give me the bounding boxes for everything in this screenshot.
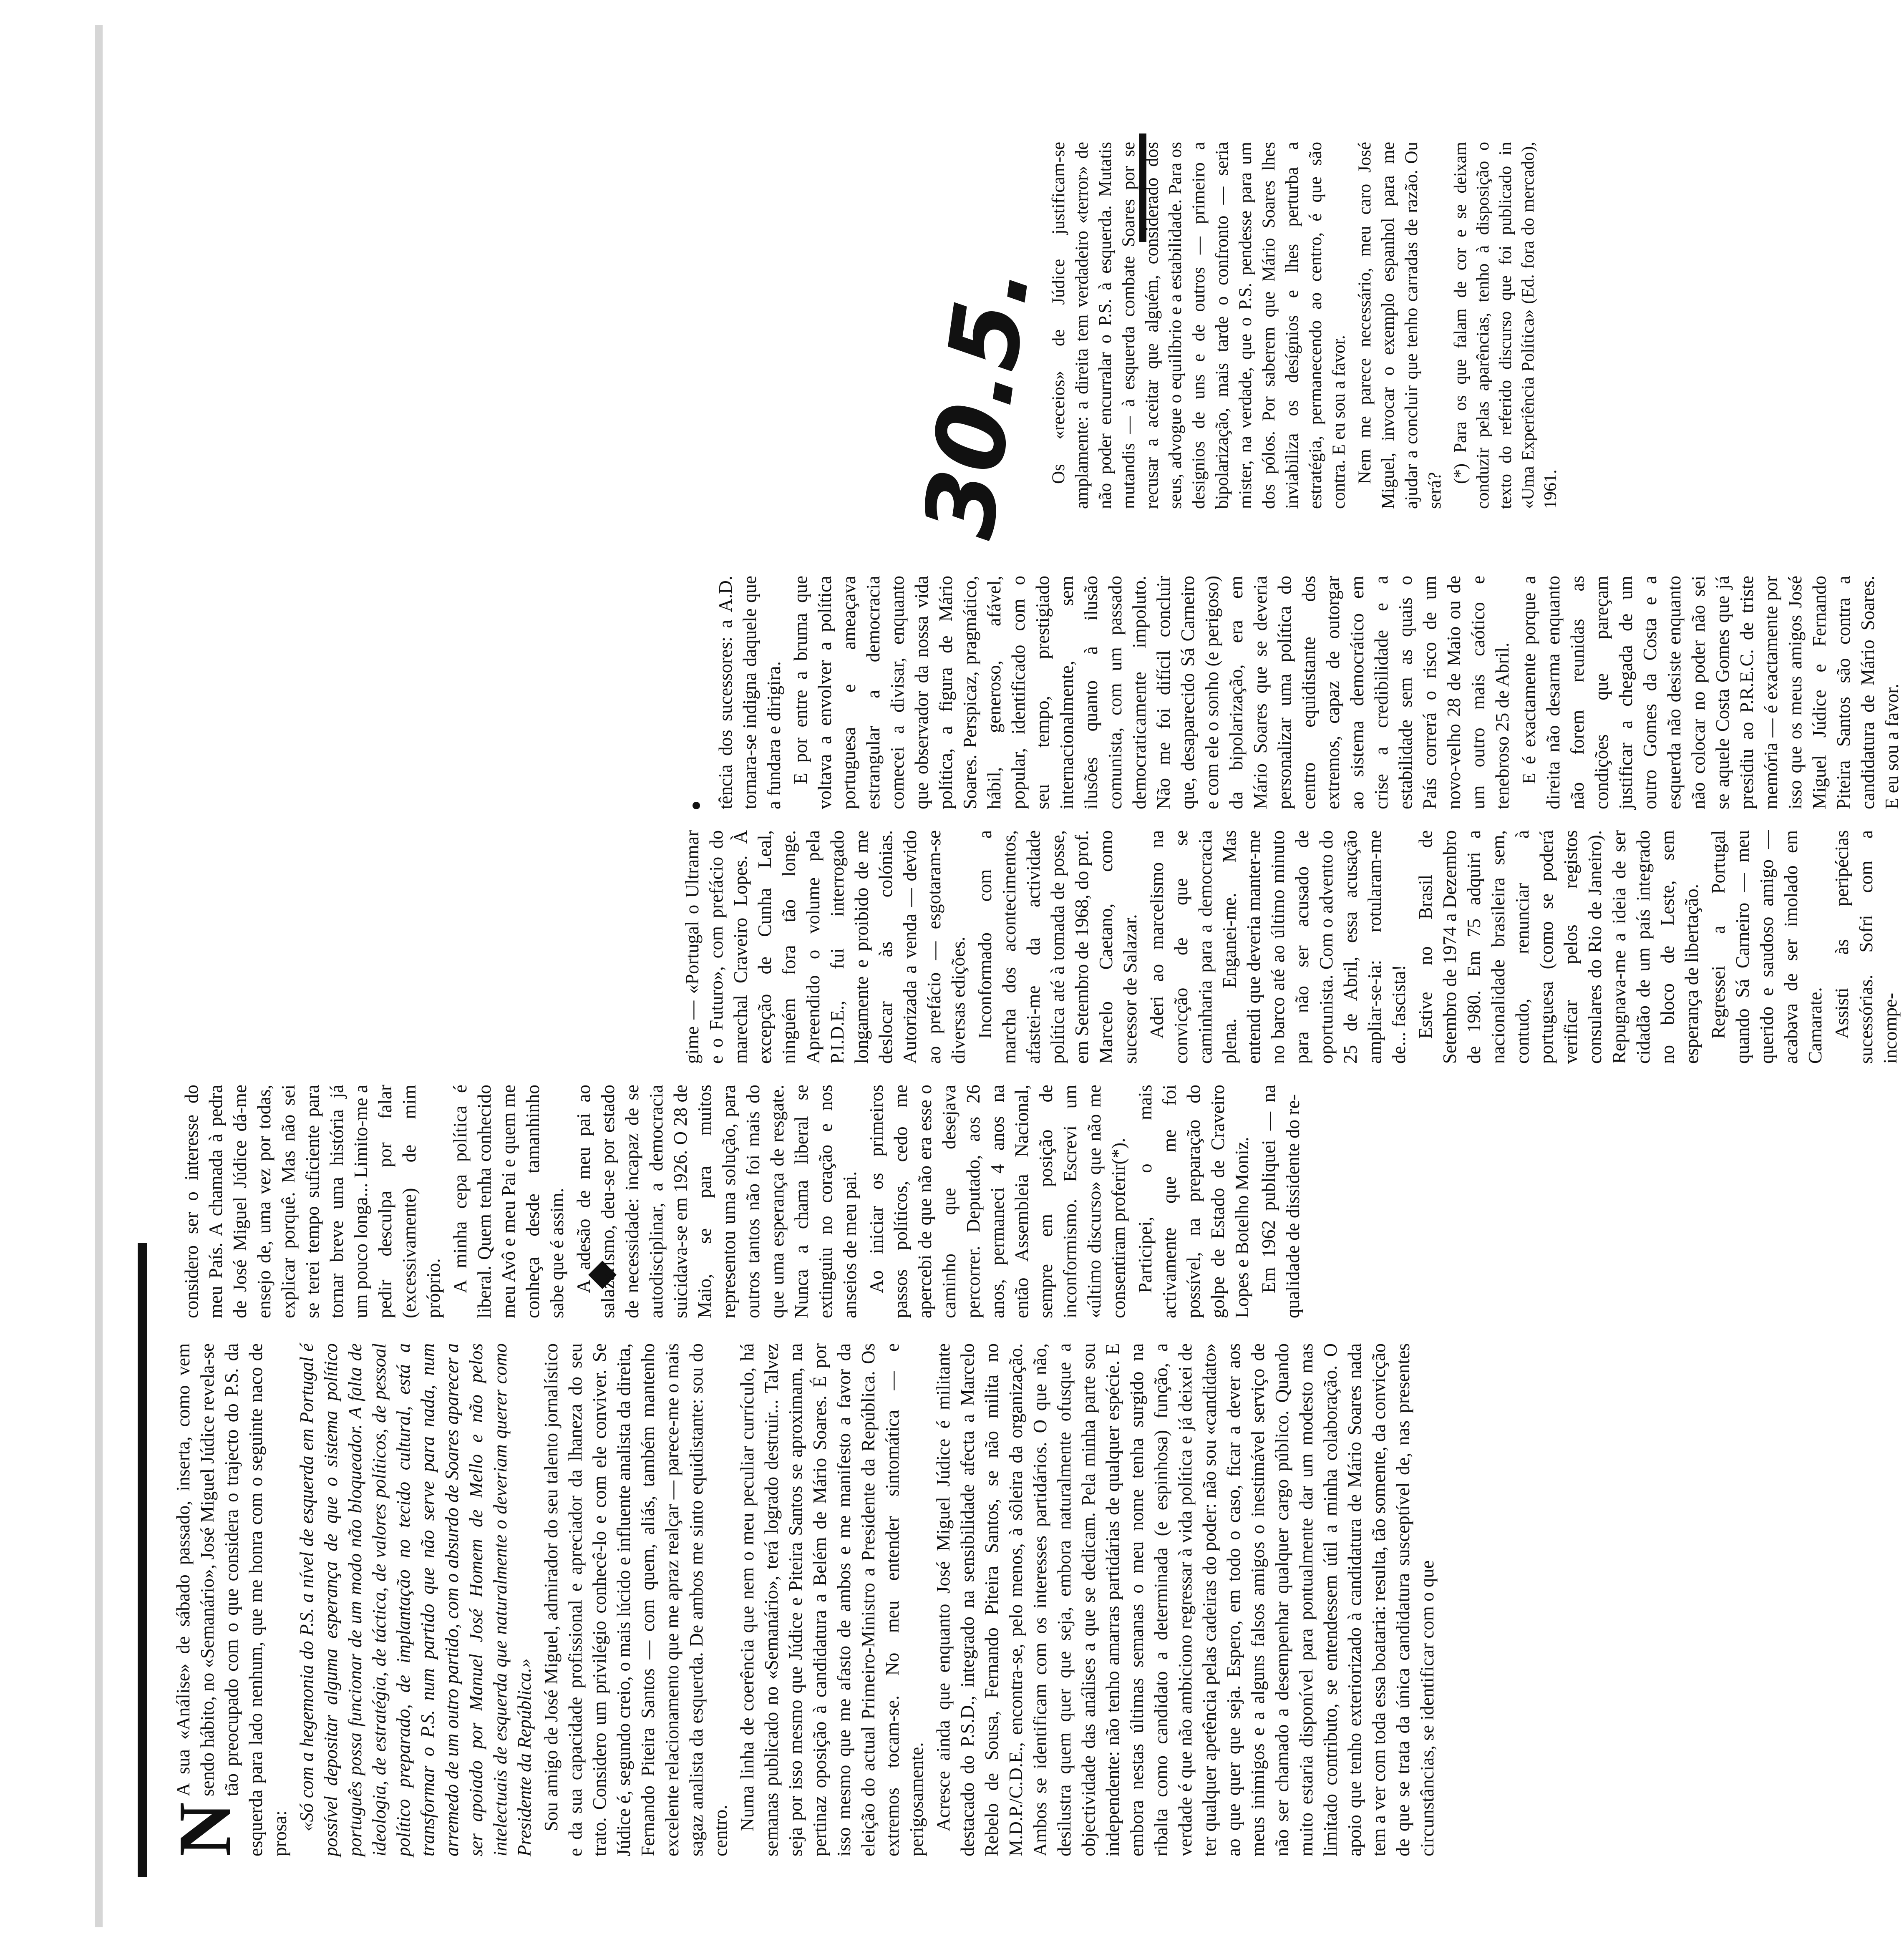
handwritten-date-mark: 30.5. bbox=[903, 258, 1052, 545]
article-column-3 bbox=[680, 830, 1901, 1064]
intro-paragraph bbox=[163, 1343, 292, 1856]
paragraph: Sou amigo de José Miguel, admirador do seu talento jornalístico e da sua capacidade profissional e apreciador da lhaneza do seu trato. Considero um privilégio conhecê-lo e com ele conviver. Se Júdice é, segundo creio, o mais lúcido e influente analista da direita, Fernando Piteira Santos — com quem, aliás, também mantenho excelente relacionamento que me apraz realçar — parece-me o mais sagaz analista da esquerda. De ambos me sinto equidistante: sou do centro. bbox=[541, 1343, 731, 1856]
paragraph: E por entre a bruma que voltava a envolver a política portuguesa e ameaçava estrangular a democracia comecei a divisar, enquanto que observador da nossa vida política, a figura de Mário Soares. Perspicaz, pragmático, hábil, generoso, afável, popular, identificado com o seu tempo, prestigiado internacionalmente, sem ilusões quanto à ilusão comunista, com um passado democraticamente impoluto. Não me foi difícil concluir que, desaparecido Sá Carneiro e com ele o sonho (e perigoso) da bipolarização, era em Mário Soares que se deveria personalizar uma política do centro equidistante dos extremos, capaz de outorgar ao sistema democrático em crise a credibilidade e a estabilidade sem as quais o País correrá o risco de um novo-velho 28 de Maio ou de um outro mais caótico e tenebroso 25 de Abril. bbox=[790, 576, 1513, 809]
newspaper-clipping bbox=[88, 75, 1902, 1894]
paragraph: Participei, o mais activamente que me foi possível, na preparação do golpe de Estado de Craveiro Lopes e Botelho Moniz. bbox=[1135, 1085, 1252, 1318]
paragraph: Assisti às peripécias sucessórias. Sofri com a incompe- bbox=[1831, 830, 1901, 1064]
paragraph: Os «receios» de Júdice justificam-se amplamente: a direita tem verdadeiro «terror» de não poder encurralar o P.S. à esquerda. Mutatis mutandis — à esquerda combate Soares por se recusar a aceitar que alguém, considerado dos seus, advogue o equilíbrio e a estabilidade. Para os designios de uns e de outros — primeiro a bipolarização, mais tarde o confronto — seria mister, na verdade, que o P.S. pendesse para um dos pólos. Por saberem que Mário Soares lhes inviabiliza os desígnios e lhes perturba a estratégia, permanecendo ao centro, é que são contra. E eu sou a favor. bbox=[1049, 142, 1349, 509]
footnote: (*) Para os que falam de cor e se deixam conduzir pelas aparências, tenho à disposição o texto do referido discurso que foi publicado in «Uma Experiência Política» (Ed. fora do mercado), 1961. bbox=[1451, 142, 1560, 509]
paragraph: Nem me parece necessário, meu caro José Miguel, invocar o exemplo espanhol para me ajudar a concluir que tenho carradas de razão. Ou será? bbox=[1355, 142, 1445, 509]
paragraph: gime — «Portugal o Ultramar e o Futuro», com prefácio do marechal Craveiro Lopes. À excepção de Cunha Leal, ninguém fora tão longe. Apreendido o volume pela P.I.D.E., fui interrogado longamente e proibido de me deslocar às colónias. Autorizada a venda — devido ao prefácio — esgotaram-se diversas edições. bbox=[682, 830, 969, 1064]
section-dot bbox=[693, 802, 700, 809]
article-column-5 bbox=[1047, 142, 1560, 509]
paragraph: Regressei a Portugal quando Sá Carneiro — meu querido e saudoso amigo — acabava de ser imolado em Camarate. bbox=[1708, 830, 1826, 1064]
heading-rule bbox=[138, 1243, 147, 1877]
paragraph: considero ser o interesse do meu País. A chamada à pedra de José Miguel Júdice dá-me ensejo de, uma vez por todas, explicar porquê. Mas não sei se terei tempo suficiente para tornar breve uma história já um pouco longa... Limito-me a pedir desculpa por falar (excessivamente) de mim próprio. bbox=[181, 1085, 444, 1318]
paragraph: Inconformado com a marcha dos acontecimentos, afastei-me da actividade política até à tomada de posse, em Setembro de 1968, do prof. Marcelo Caetano, como sucessor de Salazar. bbox=[975, 830, 1141, 1064]
quoted-paragraph: «Só com a hegemonia do P.S. a nível de esquerda em Portugal é possível depositar alguma esperança de que o sistema político português possa funcionar de um modo não bloqueador. A falta de ideologia, de estratégia, de táctica, de valores políticos, de pessoal político preparado, de implantação no tecido cultural, está a transformar o P.S. num partido que não serve para nada, num arremedo de um outro partido, com o absurdo de Soares aparecer a ser apoiado por Manuel José Homem de Mello e não pelos intelectuais de esquerda que naturalmente o deveriam querer como Presidente da República.» bbox=[296, 1343, 535, 1856]
paragraph: Estive no Brasil de Setembro de 1974 a Dezembro de 1980. Em 75 adquiri a nacionalidade brasileira sem, contudo, renunciar à portuguesa (como se poderá verificar pelos registos consulares do Rio de Janeiro). Repugnava-me a ideia de ser cidadão de um país integrado no bloco de Leste, sem esperança de libertação. bbox=[1415, 830, 1702, 1064]
paragraph: Aderi ao marcelismo na convicção de que se caminharia para a democracia plena. Enganei-me. Mas entendi que deveria manter-me no barco até ao último minuto para não ser acusado de oportunista. Com o advento do 25 de Abril, essa acusação ampliar-se-ia: rotularam-me de... fascista! bbox=[1146, 830, 1409, 1064]
paragraph: Numa linha de coerência que nem o meu peculiar currículo, há semanas publicado no «Semanário», terá logrado destruir... Talvez seja por isso mesmo que Júdice e Piteira Santos se aproximam, na pertinaz oposição à candidatura a Belém de Mário Soares. É por isso mesmo que me afasto de ambos e me manifesto a favor da eleição do actual Primeiro-Ministro a Presidente da República. Os extremos tocam-se. No meu entender sintomática — e perigosamente. bbox=[737, 1343, 927, 1856]
article-column-2 bbox=[179, 1085, 1306, 1318]
drop-cap: N bbox=[163, 1802, 246, 1856]
paragraph: Em 1962 publiquei — na qualidade de dissidente do re- bbox=[1258, 1085, 1303, 1318]
paragraph: Ao iniciar os primeiros passos políticos, cedo me apercebi de que não era esse o caminho que desejava percorrer. Deputado, aos 26 anos, permaneci 4 anos na então Assembleia Nacional, sempre em posição de inconformismo. Escrevi um «último discurso» que não me consentiram proferir(*). bbox=[866, 1085, 1129, 1318]
paragraph: E é exactamente porque a direita não desarma enquanto não forem reunidas as condições que pareçam justificar a chegada de um outro Gomes da Costa e a esquerda não desiste enquanto não colocar no poder não sei se aquele Costa Gomes que já presidiu ao P.R.E.C. de triste memória — é exactamente por isso que os meus amigos José Miguel Júdice e Fernando Piteira Santos são contra a candidatura de Mário Soares. E eu sou a favor. bbox=[1519, 576, 1902, 809]
paragraph: A adesão de meu pai ao salazarismo, deu-se por estado de necessidade: incapaz de se autodisciplinar, a democracia suicidava-se em 1926. O 28 de Maio, se para muitos representou uma solução, para outros tantos não foi mais do que uma esperança de resgate. Nunca a chama liberal se extinguiu no coração e nos anseios de meu pai. bbox=[573, 1085, 860, 1318]
paragraph: Acresce ainda que enquanto José Miguel Júdice é militante destacado do P.S.D., integrado na sensibilidade afecta a Marcelo Rebelo de Sousa, Fernando Piteira Santos, se não milita no M.D.P./C.D.E., encontra-se, pelo menos, à sôleira da organização. Ambos se identificam com os interesses partidários. O que não, desilustra quem quer que seja, embora naturalmente ofusque a objectividade das análises a que se dedicam. Pela minha parte sou independente: não tenho amarras partidárias de qualquer espécie. E embora nestas últimas semanas o meu nome tenha surgido na ribalta como candidato a determinada (e espinhosa) função, a verdade é que não ambiciono regressar à vida política e já deixei de ter qualquer apetência pelas cadeiras do poder: não sou «candidato» ao que quer que seja. Espero, em todo o caso, ficar a dever aos meus inimigos e a alguns falsos amigos o inestimável serviço de não ser chamado a desempenhar qualquer cargo público. Quando muito estaria disponível para pontualmente dar um modesto mas limitado contributo, se entendessem útil a minha colaboração. O apoio que tenho exteriorizado à candidatura de Mário Soares nada tem a ver com toda essa boataria: resulta, tão somente, da convicção de que se trata da única candidatura susceptível de, nas presentes circunstâncias, se identificar com o que bbox=[933, 1343, 1438, 1856]
paragraph: tência dos sucessores: a A.D. tornara-se indigna daquele que a fundara e dirigira. bbox=[715, 576, 784, 809]
intro-text: A sua «Análise» de sábado passado, inserta, como vem sendo hábito, no «Semanário», José Miguel Júdice revela-se tão preocupado com o que considera o trajecto do P.S. da esquerda para lado nenhum, que me honra com o seguinte naco de prosa: bbox=[173, 1343, 290, 1856]
article-column-1 bbox=[163, 1343, 1438, 1856]
article-column-4 bbox=[713, 576, 1902, 809]
paragraph: A minha cepa política é liberal. Quem tenha conhecido meu Avô e meu Pai e quem me conheça desde tamanhinho sabe que é assim. bbox=[450, 1085, 567, 1318]
